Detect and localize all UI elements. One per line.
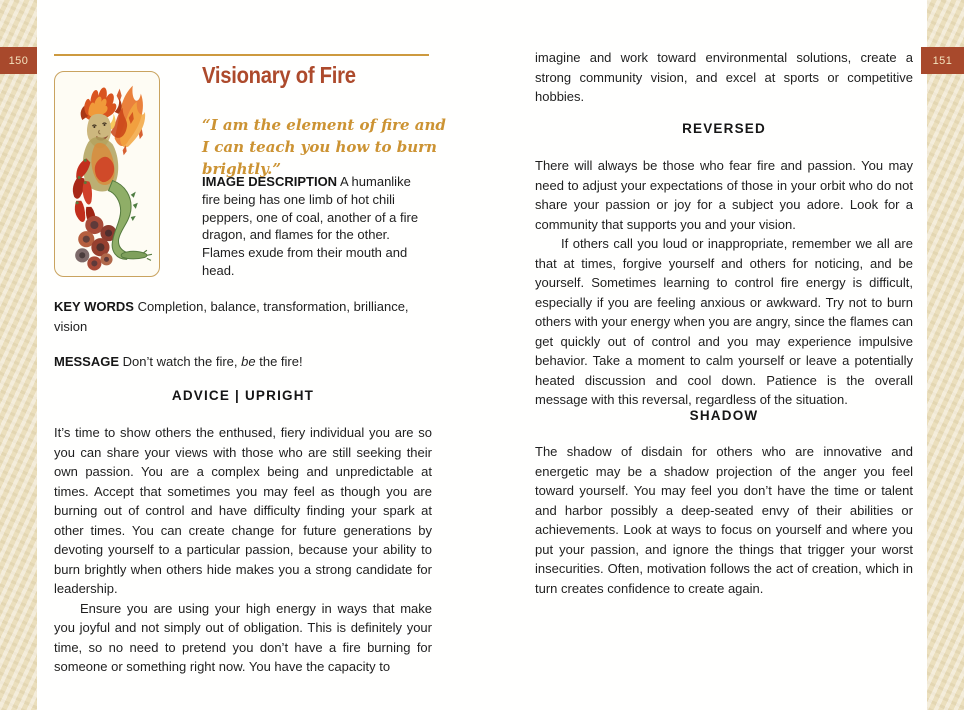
reversed-body <box>535 156 913 410</box>
page-number-tab-left <box>0 47 37 74</box>
message <box>54 352 432 372</box>
gold-divider-rule <box>54 54 429 56</box>
continuation-paragraph <box>535 48 913 107</box>
image-description-label: IMAGE DESCRIPTION <box>202 174 338 189</box>
left-page-edge-texture <box>0 0 37 710</box>
reversed-paragraph-1: There will always be those who fear fire and passion. You may need to adjust your expectations of those in your orbit who do not share your passion or joy for a subject you adore. Look for a community that supports you and your vision. <box>535 158 913 232</box>
card-quote: “I am the element of fire and I can teach you how to burn brightly.” <box>202 116 446 178</box>
section-heading-shadow: SHADOW <box>689 408 759 423</box>
advice-body <box>54 423 432 677</box>
key-words <box>54 297 432 336</box>
advice-paragraph-1: It’s time to show others the enthused, fiery individual you are so you can share your views with those who are still seeking their own passion. You are a complex being and unpredictable at times. Accept that sometimes you may feel as though you are burning out of control and have difficulty finding your spark at other times. You can create change for future generations by devoting yourself to a particular passion, because your ability to burn brightly when others hide makes you a strong candidate for leadership. <box>54 425 432 596</box>
continuation-text: imagine and work toward environmental solutions, create a strong community vision, and excel at sports or competitive hobbies. <box>535 50 913 104</box>
page-number-right: 151 <box>932 54 953 67</box>
section-heading-reversed: REVERSED <box>682 121 766 136</box>
page-number-left: 150 <box>8 54 29 67</box>
tarot-card <box>54 71 160 277</box>
reversed-paragraph-2: If others call you loud or inappropriate, remember we all are that at times, forgive yourself and others for noticing, and be yourself. Sometimes learning to control fire energy is difficult, especially if you are feeling anxious or awkward. Try not to burn others with your energy when you are angry, since the flames can get quickly out of control and you may experience impulsive behavior. Take a moment to calm yourself or leave a potentially heated discussion and cool down. Patience is the overall message with this reversal, regardless of the situation. <box>535 236 913 407</box>
right-page-edge-texture <box>927 0 964 710</box>
key-words-label: KEY WORDS <box>54 299 134 314</box>
message-text-emphasis: be <box>241 354 256 369</box>
advice-paragraph-2: Ensure you are using your high energy in ways that make you joyful and not simply out of obligation. This is definitely your time, so no need to pretend you don’t have a fire burning for someone or something right now. You have the capacity to <box>54 600 432 674</box>
section-heading-advice-upright: ADVICE | UPRIGHT <box>171 388 315 403</box>
page-number-tab-right <box>921 47 964 74</box>
key-words-text: Completion, balance, transformation, brilliance, vision <box>54 299 409 334</box>
coal-limb <box>75 216 116 271</box>
image-description-text: A humanlike fire being has one limb of hot chili peppers, one of coal, another of a fire dragon, and flames for the other. Flames exude from their mouth and head. <box>202 174 419 278</box>
message-text-post: the fire! <box>255 354 303 369</box>
shadow-paragraph: The shadow of disdain for others who are innovative and energetic may be a shadow projection of the anger you feel toward yourself. You may feel you don’t have the time or talent and harbor possibly a deep-seated envy of their abilities or achievements. Look at ways to focus on yourself and where you put your passion, and ignore the things that trigger your worst insecurities. Often, motivation follows the act of creation, which in turn creates confidence to create again. <box>535 444 913 596</box>
card-illustration <box>58 75 156 273</box>
dragon-leg <box>109 181 152 261</box>
card-title: Visionary of Fire <box>202 62 356 88</box>
image-description <box>202 173 424 280</box>
message-text-pre: Don’t watch the fire, <box>122 354 242 369</box>
message-label: MESSAGE <box>54 354 120 369</box>
shadow-body <box>535 442 913 598</box>
